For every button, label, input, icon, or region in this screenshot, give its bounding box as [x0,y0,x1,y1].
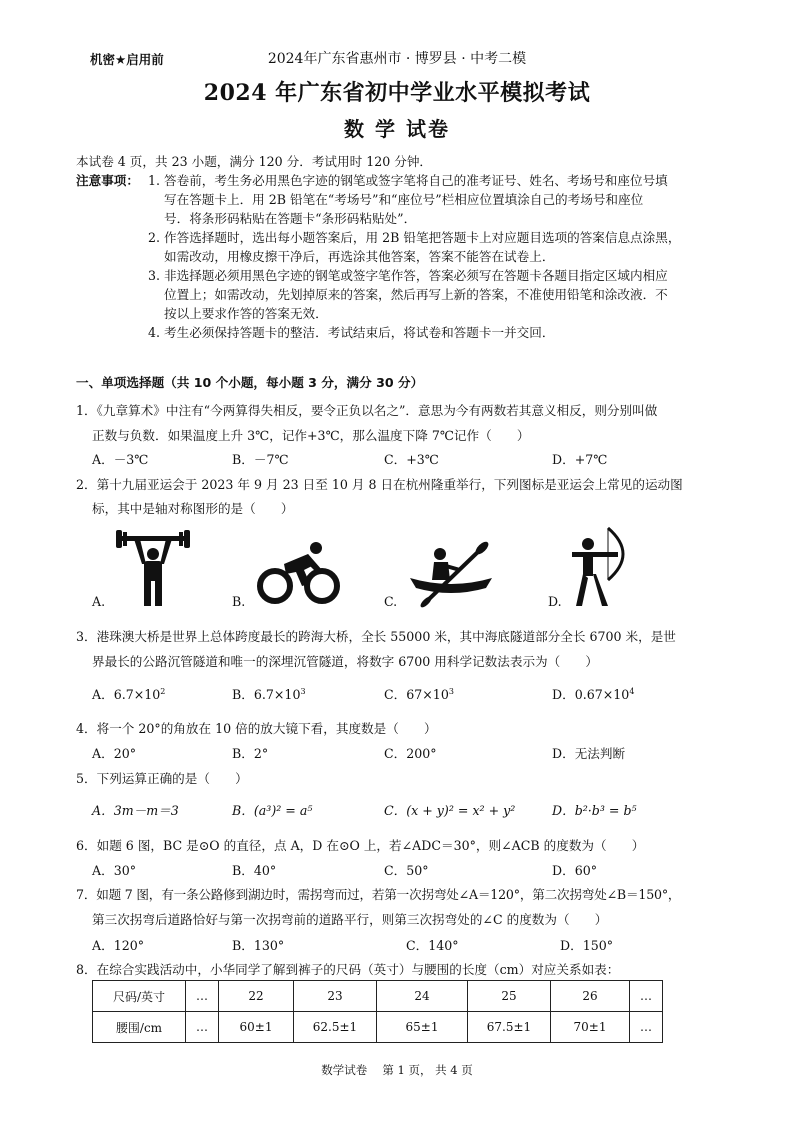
table-cell: 25 [468,981,551,1012]
notice-line: 如需改动，用橡皮擦干净后，再选涂其他答案，答案不能答在试卷上． [164,249,555,264]
question-1-text: 正数与负数．如果温度上升 3℃，记作+3℃，那么温度下降 7℃记作（ ） [92,428,530,443]
question-4-text: 4．将一个 20°的角放在 10 倍的放大镜下看，其度数是（ ） [76,721,437,736]
notice-line: 号．将条形码粘贴在答题卡“条形码粘贴处”． [164,211,417,226]
notice-line: 4. 考生必须保持答题卡的整洁．考试结束后，将试卷和答题卡一并交回． [148,325,555,340]
table-cell: 60±1 [219,1012,294,1043]
q6-option-b: B．40° [232,863,277,878]
table-row [93,1012,663,1043]
q3-option-b: B．$6.7\times 10^3$ [232,686,306,702]
exam-title: 2024 年广东省初中学业水平模拟考试 [203,80,591,106]
q1-option-a: A．－3℃ [92,452,149,467]
table-cell: … [630,981,663,1012]
question-2-text: 2．第十九届亚运会于 2023 年 9 月 23 日至 10 月 8 日在杭州隆重举行，下列图标是亚运会上常见的运动图 [76,477,683,492]
notice-line: 3. 非选择题必须用黑色字迹的钢笔或签字笔作答，答案必须写在答题卡各题目指定区域内相应 [148,268,668,283]
canoeing-icon [406,540,496,608]
archery-icon [570,524,634,608]
question-2-text: 标，其中是轴对称图形的是（ ） [92,501,294,516]
q4-option-c: C．200° [384,746,437,761]
q6-option-a: A．30° [92,863,137,878]
table-cell: 26 [551,981,630,1012]
q2-option-b: B. [232,594,246,609]
q3-option-c: C．$67\times 10^3$ [384,686,454,702]
q5-option-c: C．(x + y)² = x² + y² [384,803,516,818]
question-8-text: 8．在综合实践活动中，小华同学了解到裤子的尺码（英寸）与腰围的长度（cm）对应关系如表： [76,962,620,977]
table-cell: 24 [377,981,468,1012]
q5-option-b: B．(a³)² = a⁵ [232,803,313,818]
q7-option-d: D．150° [560,938,614,953]
q5-option-a: A．3m－m＝3 [92,803,179,818]
question-6-text: 6．如题 6 图，BC 是⊙O 的直径，点 A，D 在⊙O 上，若∠ADC＝30°，则∠ACB 的度数为（ ） [76,838,645,853]
q3-option-d: D．$0.67\times 10^4$ [552,686,635,702]
q4-option-d: D．无法判断 [552,746,626,761]
question-3-text: 界最长的公路沉管隧道和唯一的深埋沉管隧道，将数字 6700 用科学记数法表示为（ ） [92,654,599,669]
table-cell: … [186,981,219,1012]
table-cell: 22 [219,981,294,1012]
table-cell: 23 [294,981,377,1012]
exam-intro: 本试卷 4 页，共 23 小题，满分 120 分．考试用时 120 分钟． [76,154,433,169]
notice-label: 注意事项： [76,173,139,188]
q2-option-d: D. [548,594,562,609]
table-cell: 62.5±1 [294,1012,377,1043]
q5-option-d: D．b²·b³ = b⁵ [552,803,637,818]
q7-option-b: B．130° [232,938,285,953]
question-7-text: 7．如题 7 图，有一条公路修到湖边时，需拐弯而过，若第一次拐弯处∠A＝120°，第二次拐弯处∠B＝150°， [76,887,681,902]
table-row [93,981,663,1012]
confidential-label: 机密★启用前 [90,52,164,67]
cycling-icon [256,540,342,608]
size-waist-table [92,980,663,1043]
table-cell: 70±1 [551,1012,630,1043]
weightlifting-icon [112,528,194,610]
q2-option-a: A. [92,594,106,609]
q3-option-a: A．$6.7\times 10^2$ [92,686,166,702]
section-heading: 一、单项选择题（共 10 个小题，每小题 3 分，满分 30 分） [76,375,424,390]
table-cell: … [186,1012,219,1043]
exam-subject: 数 学 试卷 [344,117,450,141]
q7-option-a: A．120° [92,938,145,953]
question-3-text: 3．港珠澳大桥是世界上总体跨度最长的跨海大桥，全长 55000 米，其中海底隧道部分全长 6700 米，是世 [76,629,676,644]
table-cell: … [630,1012,663,1043]
q6-option-d: D．60° [552,863,598,878]
notice-line: 写在答题卡上．用 2B 铅笔在“考场号”和“座位号”栏相应位置填涂自己的考场号和座位 [164,192,644,207]
q6-option-c: C．50° [384,863,429,878]
question-7-text: 第三次拐弯后道路恰好与第一次拐弯前的道路平行，则第三次拐弯处的∠C 的度数为（ ） [92,912,608,927]
q2-option-c: C. [384,594,398,609]
notice-line: 1. 答卷前，考生务必用黑色字迹的钢笔或签字笔将自己的准考证号、姓名、考场号和座位号填 [148,173,668,188]
q4-option-a: A．20° [92,746,137,761]
q1-option-d: D．+7℃ [552,452,608,467]
notice-line: 位置上；如需改动，先划掉原来的答案，然后再写上新的答案，不准使用铅笔和涂改液．不 [164,287,668,302]
q4-option-b: B．2° [232,746,269,761]
notice-line: 2. 作答选择题时，选出每小题答案后，用 2B 铅笔把答题卡上对应题目选项的答案信息点涂黑， [148,230,681,245]
q7-option-c: C．140° [406,938,459,953]
notice-line: 按以上要求作答的答案无效． [164,306,328,321]
table-cell: 65±1 [377,1012,468,1043]
question-5-text: 5．下列运算正确的是（ ） [76,771,248,786]
question-1-text: 1．《九章算术》中注有“今两算得失相反，要令正负以名之”．意思为今有两数若其意义相反，则分别叫做 [76,403,658,418]
table-cell: 腰围/cm [93,1012,186,1043]
exam-region: 2024年广东省惠州市 · 博罗县 · 中考二模 [267,51,527,67]
q1-option-b: B．－7℃ [232,452,289,467]
table-cell: 67.5±1 [468,1012,551,1043]
page-footer: 数学试卷 第 1 页， 共 4 页 [321,1063,473,1077]
q1-option-c: C．+3℃ [384,452,439,467]
table-cell: 尺码/英寸 [93,981,186,1012]
